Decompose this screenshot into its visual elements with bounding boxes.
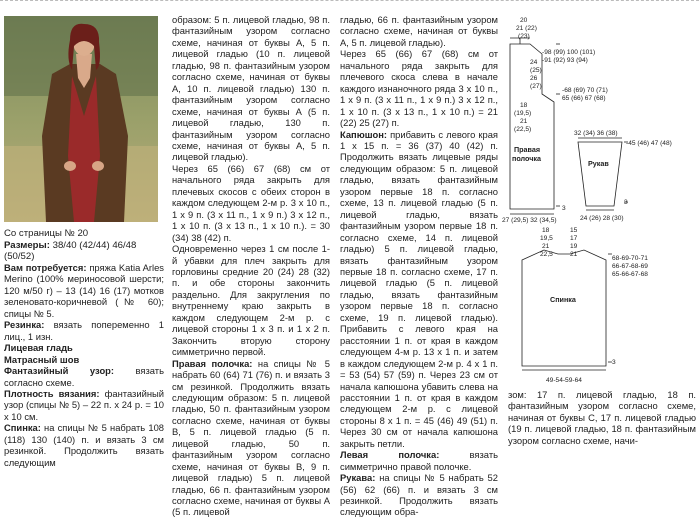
left-front-label: Левая полочка: xyxy=(340,449,440,461)
right-front-continued: гладью, 66 п. фантазийным узором согласно схеме, начиная от буквы А, 5 п. лицевой гладью). xyxy=(340,14,498,48)
sleeve-label: Рукав xyxy=(588,159,609,168)
dim-18: 18 xyxy=(520,102,528,109)
dim-back-15: 15 xyxy=(570,227,578,234)
back-continued: образом: 5 п. лицевой гладью, 98 п. фантазийным узором согласно схеме, начиная от буквы А, 5 п. лицевой гладью (10 п. лицевой гладью, 98 п. фантазийным узором согласно схеме, начиная от буквы А, 10 п. лицевой гладью) 130 п. фантазийным узором согласно схеме, начиная от буквы А (5 п. лицевой гладью, 130 п. фантазийным узором согласно схеме, начиная от буквы А, 5 п. лицевой гладью). xyxy=(172,14,330,163)
neckline-shaping: Одновременно через 1 см после 1-й убавки для плеч закрыть для горловины средние 20 (24) 28 (32) п. и обе стороны закончить раздельно. Для закругления по внутреннему краю закрыть в каждом следующем 2-м р. с лицевой стороны 1 х 3 п. и 1 х 2 п. Закончить вторую сторону симметрично первой. xyxy=(172,243,330,358)
rib-stitch xyxy=(4,319,164,342)
column-3 xyxy=(340,14,498,518)
front-label-1: Правая xyxy=(514,145,541,154)
hood-label: Капюшон: xyxy=(340,128,388,140)
right-front xyxy=(172,358,330,518)
dim-sleeve-length: -45 (46) 47 (48) xyxy=(626,140,672,147)
sleeves-continued: зом: 17 п. лицевой гладью, 18 п. фантазийным узором согласно схеме, начиная от буквы С, 17 п. лицевой гладью (19 п. лицевой гладью, 18 п. фантазийным узором согласно схеме, начи- xyxy=(508,389,696,446)
dim-68-69: -68 (69) 70 (71) xyxy=(562,87,608,94)
gauge-text: фантазийный узор (спицы № 5) – 22 п. х 24 р. = 10 х 10 см. xyxy=(4,387,164,422)
column-4 xyxy=(508,389,696,446)
dim-back-height-2: 66-67-68-69 xyxy=(612,263,648,270)
model-photo xyxy=(4,16,158,222)
back-instructions xyxy=(4,422,164,468)
dim-hood-height-2: -91 (92) 93 (94) xyxy=(542,57,588,64)
dim-back-19: 19 xyxy=(570,243,578,250)
sizes-value: 38/40 (42/44) 46/48 (50/52) xyxy=(4,239,137,262)
dim-back-22-5: 22,5 xyxy=(540,251,553,258)
dim-65-66: 65 (66) 67 (68) xyxy=(562,95,606,102)
dim-26: 26 xyxy=(530,75,538,82)
dim-front-width: 27 (29,5) 32 (34,5) xyxy=(502,217,557,224)
hood xyxy=(340,129,498,450)
materials-label: Вам потребуется: xyxy=(4,262,87,273)
hood-text: прибавить с левого края 1 х 15 п. = 36 (37) 40 (42) п. Продолжить вязать лицевые ряды следующим образом: 5 п. лицевой гладью, вязать фантазийным узором первые 18 п. согласно схеме, 13 п. лицевой гладью (5 п. лицевой гладью, вязать фантазийным узором первые 18 п. согласно схеме, 14 п. лицевой гладью) 5 п. лицевой гладью, вязать фантазийным узором первые 18 п. согласно схеме, 17 п. лицевой гладью (5 п. лицевой гладью, вязать фантазийным узором первые 18 п. согласно схеме, 19 п. лицевой гладью). Прибавить с левого края на расстоянии 1 п. от края в каждом следующем 4-м р. 13 х 1 п. и затем в каждом следующем 2-м р. 4 х 1 п. = 53 (54) 57 (59) п. Через 23 см от начала капюшона убавить слева на расстоянии 1 п. от края в каждом следующем 2-м р. с лицевой стороны 8 х 1 п. = 45 (46) 49 (51) п. Через 30 см от начала капюшона закрыть петли. xyxy=(340,128,498,449)
dim-back-19-5: 19,5 xyxy=(540,235,553,242)
gauge-label: Плотность вязания: xyxy=(4,387,100,399)
stockinette-heading: Лицевая гладь xyxy=(4,342,73,354)
dim-sleeve-top: 32 (34) 36 (38) xyxy=(574,130,618,137)
dim-back-18: 18 xyxy=(542,227,550,234)
rib-label: Резинка: xyxy=(4,319,45,331)
pattern-schematic xyxy=(500,14,699,386)
dim-back-width: 49-54-59-64 xyxy=(546,377,582,384)
fancy-text: вязать согласно схеме. xyxy=(4,365,164,388)
dim-21-22: 21 (22) xyxy=(516,25,537,32)
back-label: Спинка: xyxy=(4,422,41,434)
dim-sleeve-bottom: 24 (26) 28 (30) xyxy=(580,215,624,222)
fancy-label: Фантазийный узор: xyxy=(4,365,115,377)
dim-back-height-3: 65-66-67-68 xyxy=(612,271,648,278)
back-label: Спинка xyxy=(550,295,576,304)
rib-text: вязать попеременно 1 лиц., 1 изн. xyxy=(4,319,164,342)
dim-sleeve-3: 3 xyxy=(624,199,628,206)
dim-23: (23) xyxy=(518,33,530,40)
dim-25: (25) xyxy=(530,67,542,74)
back-text: на спицы № 5 набрать 108 (118) 130 (140) п. и вязать 3 см резинкой. Продолжить вязать следующим xyxy=(4,422,164,468)
sleeves-text: на спицы № 5 набрать 52 (56) 62 (66) п. и вязать 3 см резинкой. Продолжить вязать следующим обра- xyxy=(340,472,498,518)
left-front xyxy=(340,449,498,472)
dim-front-3: 3 xyxy=(562,205,566,212)
right-front-text: на спицы № 5 набрать 60 (64) 71 (76) п. и вязать 3 см резинкой. Продолжить вязать следующим образом: 5 п. лицевой гладью, 50 п. фантазийным узором согласно схеме, начиная от буквы В, 5 п. лицевой гладью (5 п. лицевой гладью, 50 п. фантазийным узором согласно схеме, начиная от буквы В, 9 п. лицевой гладью) 5 п. лицевой гладью, 66 п. фантазийным узором согласно схеме, начиная от буквы А (5 п. лицевой xyxy=(172,357,330,518)
dim-27: (27) xyxy=(530,83,542,90)
materials-text: пряжа Katia Arles Merino (100% мериносовой шерсти; 120 м/50 г) – 13 (14) 16 (17) мотков зеленовато-коричневой (№ 60); спицы № 5. xyxy=(4,262,164,319)
dim-back-height-1: 68-69-70-71 xyxy=(612,255,648,262)
dim-back-21: 21 xyxy=(542,243,550,250)
column-2 xyxy=(172,14,330,518)
source-page: Со страницы № 20 xyxy=(4,228,89,239)
page-top-rule xyxy=(0,0,699,5)
dim-22-5: (22,5) xyxy=(514,126,532,133)
dim-19-5: (19,5) xyxy=(514,110,532,117)
shoulder-shaping: Через 65 (66) 67 (68) см от начального ряда закрыть для плечевых скосов с обеих сторон в каждом следующем 2-м р. 3 х 10 п., 1 х 9 п. (3 х 11 п., 1 х 9 п.) 3 х 12 п., 1 х 10 п. (3 х 13 п., 1 х 10 п.). = 30 (34) 38 (42) п. xyxy=(172,162,330,243)
materials xyxy=(4,262,164,319)
back-schematic xyxy=(522,250,612,370)
front-shoulder: Через 65 (66) 67 (68) см от начального ряда закрыть для плечевого скоса слева в начале каждого изнаночного ряда 3 х 10 п., 1 х 9 п. (3 х 11 п., 1 х 9 п.) 3 х 12 п., 1 х 10 п. (3 х 13 п., 1 х 10 п.) = 21 (22) 25 (27) п. xyxy=(340,48,498,129)
sleeves-label: Рукава: xyxy=(340,472,376,484)
front-label-2: полочка xyxy=(512,154,542,163)
sizes-label: Размеры: xyxy=(4,239,50,251)
fancy-pattern xyxy=(4,365,164,388)
sizes-line xyxy=(4,240,164,263)
dim-back-17: 17 xyxy=(570,235,578,242)
gauge xyxy=(4,388,164,422)
mattress-heading: Матрасный шов xyxy=(4,353,80,365)
sleeve-schematic xyxy=(578,138,628,210)
dim-hood-height-1: -98 (99) 100 (101) xyxy=(542,49,596,56)
sleeves xyxy=(340,472,498,518)
dim-21: 21 xyxy=(520,118,528,125)
dim-back-3: 3 xyxy=(612,359,616,366)
dim-24: 24 xyxy=(530,59,538,66)
left-front-text: вязать симметрично правой полочке. xyxy=(340,449,498,472)
dim-back-21b: 21 xyxy=(570,251,578,258)
dim-20: 20 xyxy=(520,17,528,24)
photo-caption xyxy=(4,228,164,263)
right-front-label: Правая полочка: xyxy=(172,357,253,369)
column-1 xyxy=(4,262,164,468)
